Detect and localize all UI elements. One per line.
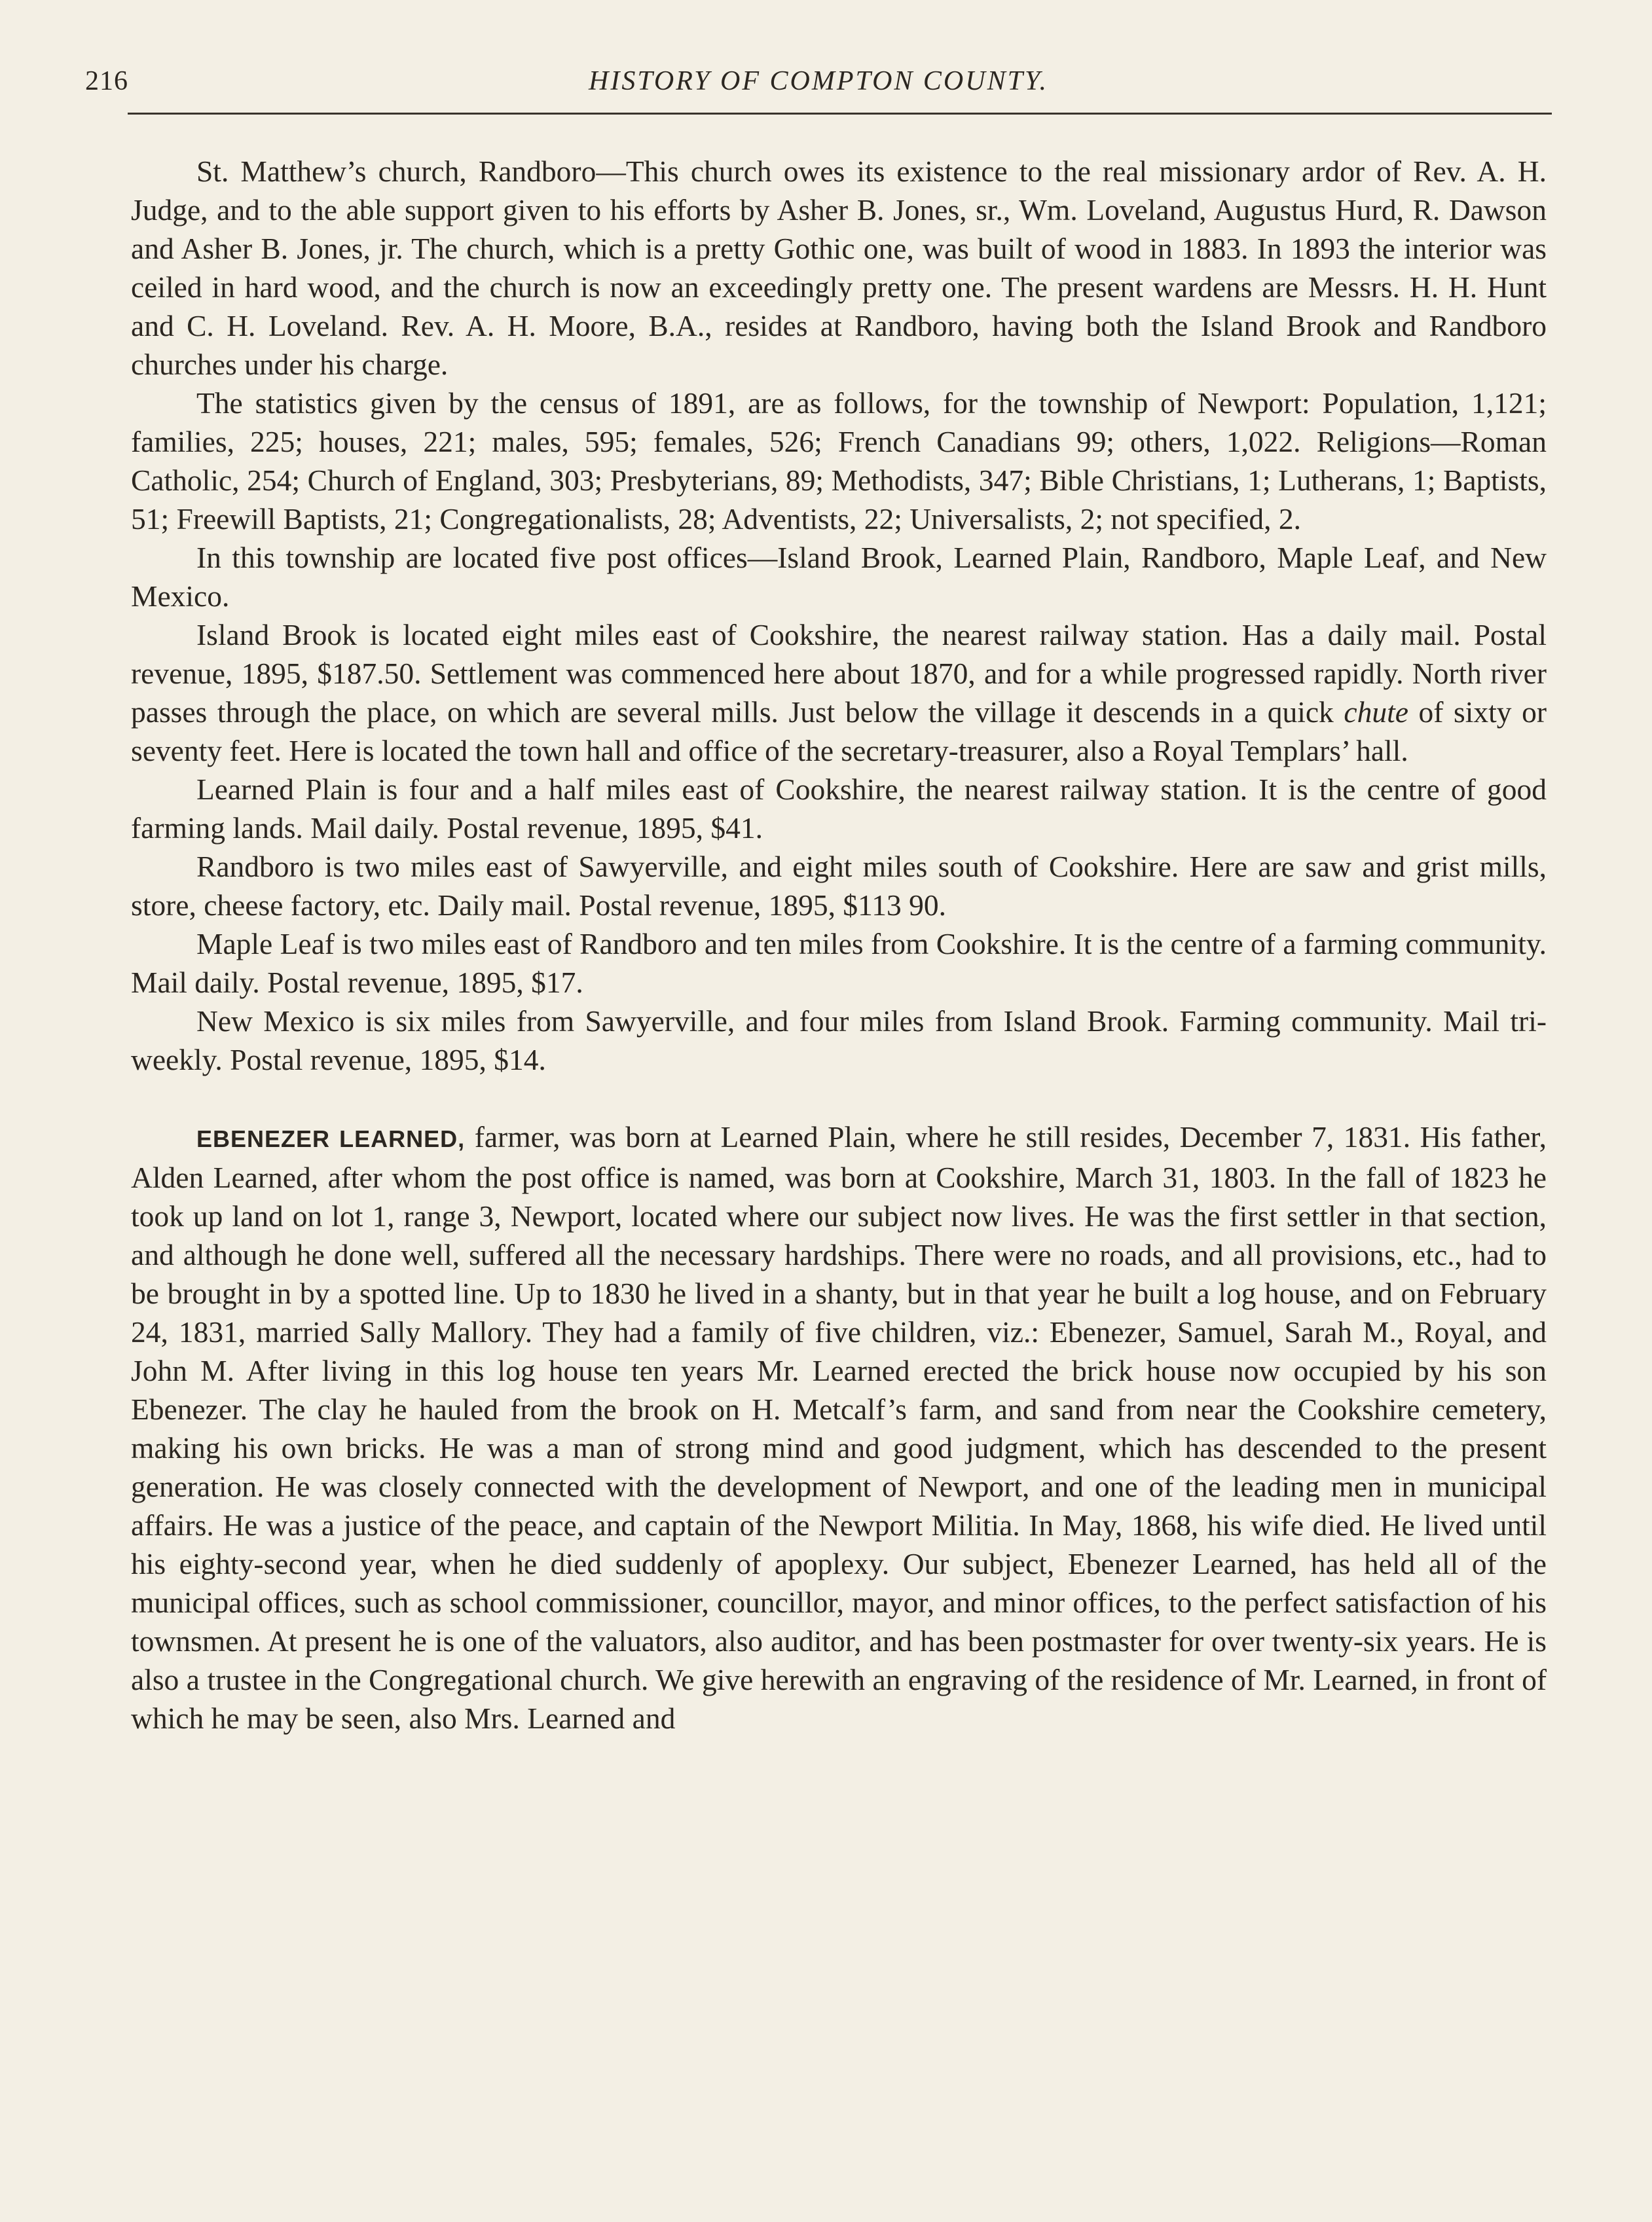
paragraph-island-brook xyxy=(131,615,1547,770)
body-text xyxy=(131,152,1547,1738)
running-title: HISTORY OF COMPTON COUNTY. xyxy=(589,66,1048,96)
paragraph-st-matthews-church: St. Matthew’s church, Randboro—This church owes its existence to the real missionary ardor of Rev. A. H. Judge, and to the able support given to his efforts by Asher B. Jones, sr., Wm. Loveland, Augustus Hurd, R. Dawson and Asher B. Jones, jr. The church, which is a pretty Gothic one, was built of wood in 1883. In 1893 the interior was ceiled in hard wood, and the church is now an exceedingly pretty one. The present wardens are Messrs. H. H. Hunt and C. H. Loveland. Rev. A. H. Moore, B.A., resides at Randboro, having both the Island Brook and Randboro churches under his charge. xyxy=(131,155,1547,381)
header-rule xyxy=(128,113,1552,115)
paragraph-randboro: Randboro is two miles east of Sawyerville, and eight miles south of Cookshire. Here are saw and grist mills, store, cheese factory, etc. Daily mail. Postal revenue, 1895, $113 90. xyxy=(131,850,1547,922)
page-number: 216 xyxy=(85,66,128,96)
running-head xyxy=(85,65,1552,111)
island-brook-text-2: of sixty or seventy feet. Here is located the town hall and office of the secretary-treasurer, also a Royal Templars’ hall. xyxy=(131,695,1547,767)
paragraph-maple-leaf: Maple Leaf is two miles east of Randboro and ten miles from Cookshire. It is the centre of a farming community. Mail daily. Postal revenue, 1895, $17. xyxy=(131,927,1547,999)
paragraph-learned-plain: Learned Plain is four and a half miles east of Cookshire, the nearest railway station. It is the centre of good farming lands. Mail daily. Postal revenue, 1895, $41. xyxy=(131,773,1547,845)
biography-name: EBENEZER LEARNED, xyxy=(196,1125,466,1152)
biography-text: farmer, was born at Learned Plain, where he still resides, December 7, 1831. His father, Alden Learned, after whom the post office is named, was born at Cookshire, March 31, 1803. In the fall of 1823 he took up land on lot 1, range 3, Newport, located where our subject now lives. He was the first settler in that section, and although he done well, suffered all the necessary hardships. There were no roads, and all provisions, etc., had to be brought in by a spotted line. Up to 1830 he lived in a shanty, but in that year he built a log house, and on February 24, 1831, married Sally Mallory. They had a family of five children, viz.: Ebenezer, Samuel, Sarah M., Royal, and John M. After living in this log house ten years Mr. Learned erected the brick house now occupied by his son Ebenezer. The clay he hauled from the brook on H. Metcalf’s farm, and sand from near the Cookshire cemetery, making his own bricks. He was a man of strong mind and good judgment, which has descended to the present generation. He was closely connected with the development of Newport, and one of the leading men in municipal affairs. He was a justice of the peace, and captain of the Newport Militia. In May, 1868, his wife died. He lived until his eighty-second year, when he died suddenly of apoplexy. Our subject, Ebenezer Learned, has held all of the municipal offices, such as school commissioner, councillor, mayor, and minor offices, to the perfect satisfaction of his townsmen. At present he is one of the valuators, also auditor, and has been postmaster for over twenty-six years. He is also a trustee in the Congregational church. We give herewith an engraving of the residence of Mr. Learned, in front of which he may be seen, also Mrs. Learned and xyxy=(131,1120,1547,1735)
paragraph-new-mexico: New Mexico is six miles from Sawyerville, and four miles from Island Brook. Farming community. Mail tri-weekly. Postal revenue, 1895, $14. xyxy=(131,1004,1547,1076)
paragraph-post-offices: In this township are located five post offices—Island Brook, Learned Plain, Randboro, Maple Leaf, and New Mexico. xyxy=(131,541,1547,613)
paragraph-biography-ebenezer-learned xyxy=(131,1118,1547,1738)
paragraph-census-statistics: The statistics given by the census of 1891, are as follows, for the township of Newport: Population, 1,121; families, 225; houses, 221; males, 595; females, 526; French Canadians 99; others, 1,022. Religions—Roman Catholic, 254; Church of England, 303; Presbyterians, 89; Methodists, 347; Bible Christians, 1; Lutherans, 1; Baptists, 51; Freewill Baptists, 21; Congregationalists, 28; Adventists, 22; Universalists, 2; not specified, 2. xyxy=(131,386,1547,536)
island-brook-text-1: Island Brook is located eight miles east of Cookshire, the nearest railway station. Has a daily mail. Postal revenue, 1895, $187.50. Settlement was commenced here about 1870, and for a while progressed rapidly. North river passes through the place, on which are several mills. Just below the village it descends in a quick xyxy=(131,618,1547,729)
chute-italic: chute xyxy=(1344,695,1408,729)
